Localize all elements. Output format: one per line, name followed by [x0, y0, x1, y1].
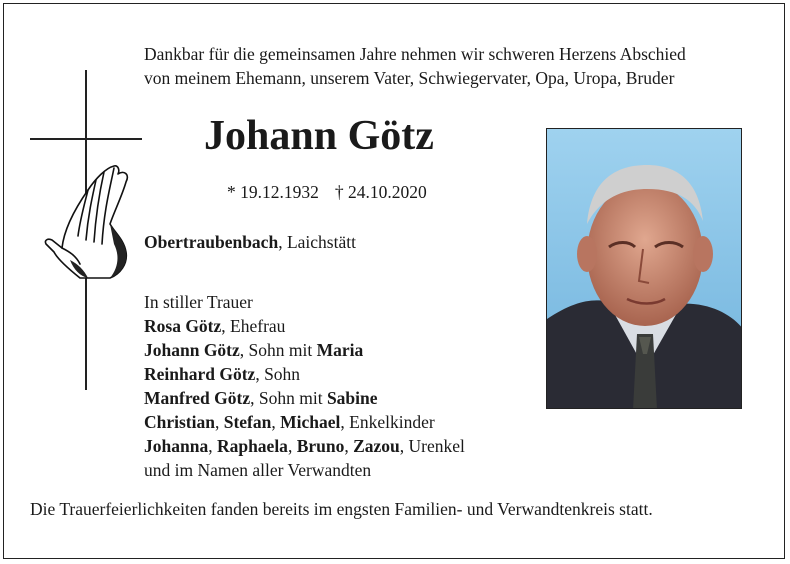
mourners-heading: In stiller Trauer: [144, 292, 253, 312]
intro-line-2: von meinem Ehemann, unserem Vater, Schwiegervater, Opa, Uropa, Bruder: [144, 68, 675, 88]
intro-line-1: Dankbar für die gemeinsamen Jahre nehmen wir schweren Herzens Abschied: [144, 44, 686, 64]
mourner-line: Reinhard Götz, Sohn: [144, 364, 301, 384]
deceased-name: Johann Götz: [204, 113, 434, 159]
cross-icon-bar: [30, 138, 142, 140]
death-date: † 24.10.2020: [334, 182, 427, 202]
mourner-line: Johann Götz, Sohn mit Maria: [144, 340, 364, 360]
mourner-line: Rosa Götz, Ehefrau: [144, 316, 286, 336]
place-main: Obertraubenbach: [144, 232, 279, 252]
life-dates: [227, 182, 427, 203]
place: [144, 230, 356, 254]
praying-hands-icon: [40, 160, 132, 282]
birth-date: * 19.12.1932: [227, 182, 319, 202]
mourner-line: Manfred Götz, Sohn mit Sabine: [144, 388, 378, 408]
mourners-list: [144, 290, 465, 482]
place-rest: , Laichstätt: [278, 232, 356, 252]
portrait-photo: [546, 128, 742, 409]
mourner-line: Johanna, Raphaela, Bruno, Zazou, Urenkel: [144, 436, 465, 456]
mourner-line: Christian, Stefan, Michael, Enkelkinder: [144, 412, 435, 432]
mourners-closing: und im Namen aller Verwandten: [144, 460, 372, 480]
footer-note: Die Trauerfeierlichkeiten fanden bereits im engsten Familien- und Verwandtenkreis statt.: [30, 499, 653, 519]
